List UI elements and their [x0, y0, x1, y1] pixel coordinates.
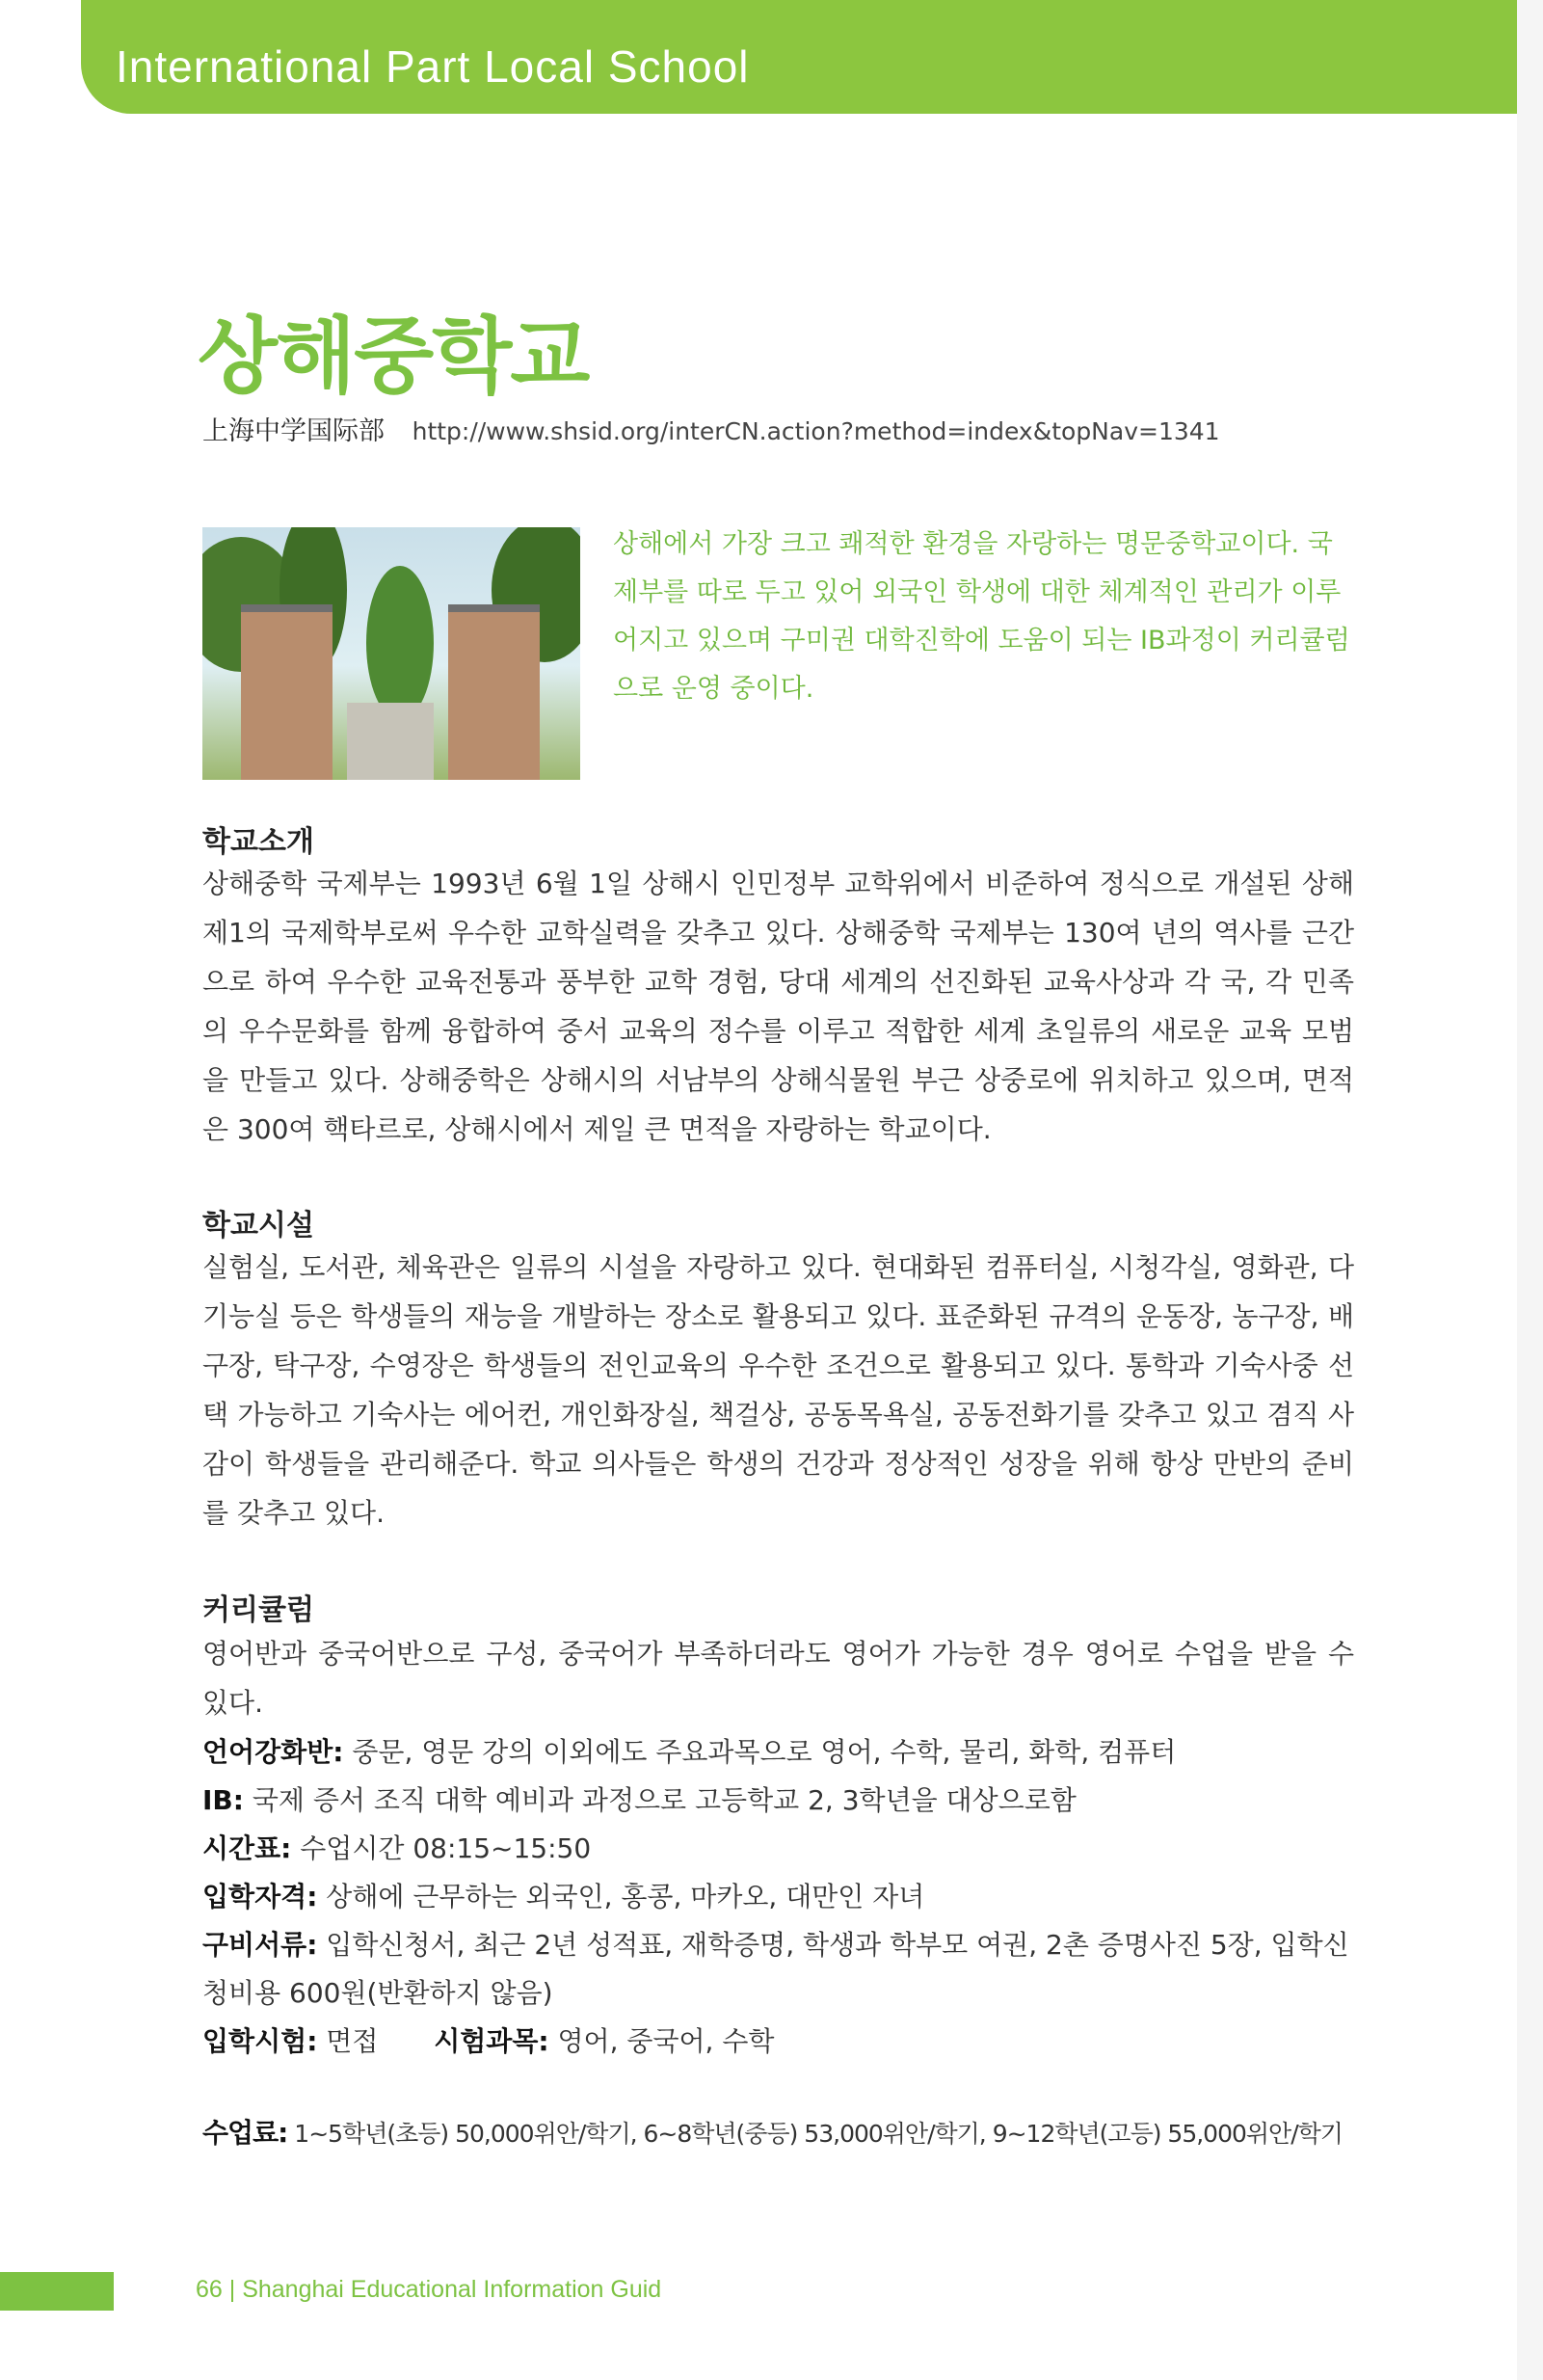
- school-url[interactable]: http://www.shsid.org/interCN.action?method=index&topNav=1341: [412, 417, 1220, 445]
- section-heading-facility: 학교시설: [202, 1209, 314, 1243]
- schedule-row: [202, 1825, 1354, 1873]
- ib-value: 국제 증서 조직 대학 예비과 과정으로 고등학교 2, 3학년을 대상으로함: [243, 1784, 1077, 1816]
- tuition-label: 수업료:: [202, 2117, 288, 2149]
- documents-value: 입학신청서, 최근 2년 성적표, 재학증명, 학생과 학부모 여권, 2촌 증명사진 5장, 입학신청비용 600원(반환하지 않음): [202, 1929, 1349, 2009]
- section-heading-curriculum: 커리큘럼: [202, 1593, 314, 1627]
- ib-row: [202, 1777, 1354, 1825]
- tuition-value: 1~5학년(초등) 50,000위안/학기, 6~8학년(중등) 53,000위안/학기, 9~12학년(고등) 55,000위안/학기: [287, 2120, 1343, 2148]
- school-gate-photo: [202, 527, 580, 780]
- page-edge: [1517, 0, 1543, 2380]
- school-subtitle: [202, 410, 1220, 447]
- schedule-value: 수업시간 08:15~15:50: [291, 1832, 592, 1864]
- intro-text: 상해에서 가장 크고 쾌적한 환경을 자랑하는 명문중학교이다. 국제부를 따로 두고 있어 외국인 학생에 대한 체계적인 관리가 이루어지고 있으며 구미권 대학진학에 도움이 되는 IB과정이 커리큘럼으로 운영 중이다.: [613, 529, 1350, 704]
- exam-row: [202, 2018, 1354, 2066]
- exam-value: 면접: [317, 2025, 379, 2057]
- intro-paragraph: 상해중학 국제부는 1993년 6월 1일 상해시 인민정부 교학위에서 비준하여 정식으로 개설된 상해 제1의 국제학부로써 우수한 교학실력을 갖추고 있다. 상해중학 국제부는 130여 년의 역사를 근간으로 하여 우수한 교육전통과 풍부한 교학 경험, 당대 세계의 선진화된 교육사상과 각 국, 각 민족의 우수문화를 함께 융합하여 중서 교육의 정수를 이루고 적합한 세계 초일류의 새로운 교육 모범을 만들고 있다. 상해중학은 상해시의 서남부의 상해식물원 부근 상중로에 위치하고 있으며, 면적은 300여 핵타르로, 상해시에서 제일 큰 면적을 자랑하는 학교이다.: [202, 868, 1355, 1145]
- documents-row: [202, 1921, 1354, 2018]
- section-heading-intro: 학교소개: [202, 825, 314, 859]
- language-value: 중문, 영문 강의 이외에도 주요과목으로 영어, 수학, 물리, 화학, 컴퓨터: [343, 1736, 1177, 1768]
- footer-page-label: 66 | Shanghai Educational Information Guid: [196, 2276, 662, 2303]
- documents-label: 구비서류:: [202, 1929, 318, 1961]
- eligibility-label: 입학자격:: [202, 1881, 318, 1912]
- language-label: 언어강화반:: [202, 1736, 344, 1768]
- header-title: International Part Local School: [116, 41, 750, 92]
- footer-bar: [0, 2272, 114, 2311]
- exam-label: 입학시험:: [202, 2025, 318, 2057]
- schedule-label: 시간표:: [202, 1832, 292, 1864]
- chinese-name: 上海中学国际部: [202, 416, 385, 446]
- school-title: 상해중학교: [198, 308, 589, 405]
- eligibility-row: [202, 1873, 1354, 1921]
- subjects-label: 시험과목:: [434, 2025, 549, 2057]
- curriculum-paragraph: 영어반과 중국어반으로 구성, 중국어가 부족하더라도 영어가 가능한 경우 영어로 수업을 받을 수 있다.: [202, 1638, 1354, 1719]
- eligibility-value: 상해에 근무하는 외국인, 홍콩, 마카오, 대만인 자녀: [317, 1881, 925, 1912]
- facility-paragraph: 실험실, 도서관, 체육관은 일류의 시설을 자랑하고 있다. 현대화된 컴퓨터실, 시청각실, 영화관, 다기능실 등은 학생들의 재능을 개발하는 장소로 활용되고 있다. 표준화된 규격의 운동장, 농구장, 배구장, 탁구장, 수영장은 학생들의 전인교육의 우수한 조건으로 활용되고 있다. 통학과 기숙사중 선택 가능하고 기숙사는 에어컨, 개인화장실, 책걸상, 공동목욕실, 공동전화기를 갖추고 있고 겸직 사감이 학생들을 관리해준다. 학교 의사들은 학생의 건강과 정상적인 성장을 위해 항상 만반의 준비를 갖추고 있다.: [202, 1251, 1354, 1529]
- tuition-row: [202, 2109, 1354, 2158]
- ib-label: IB:: [202, 1784, 244, 1816]
- subjects-value: 영어, 중국어, 수학: [548, 2025, 775, 2057]
- language-row: [202, 1728, 1354, 1777]
